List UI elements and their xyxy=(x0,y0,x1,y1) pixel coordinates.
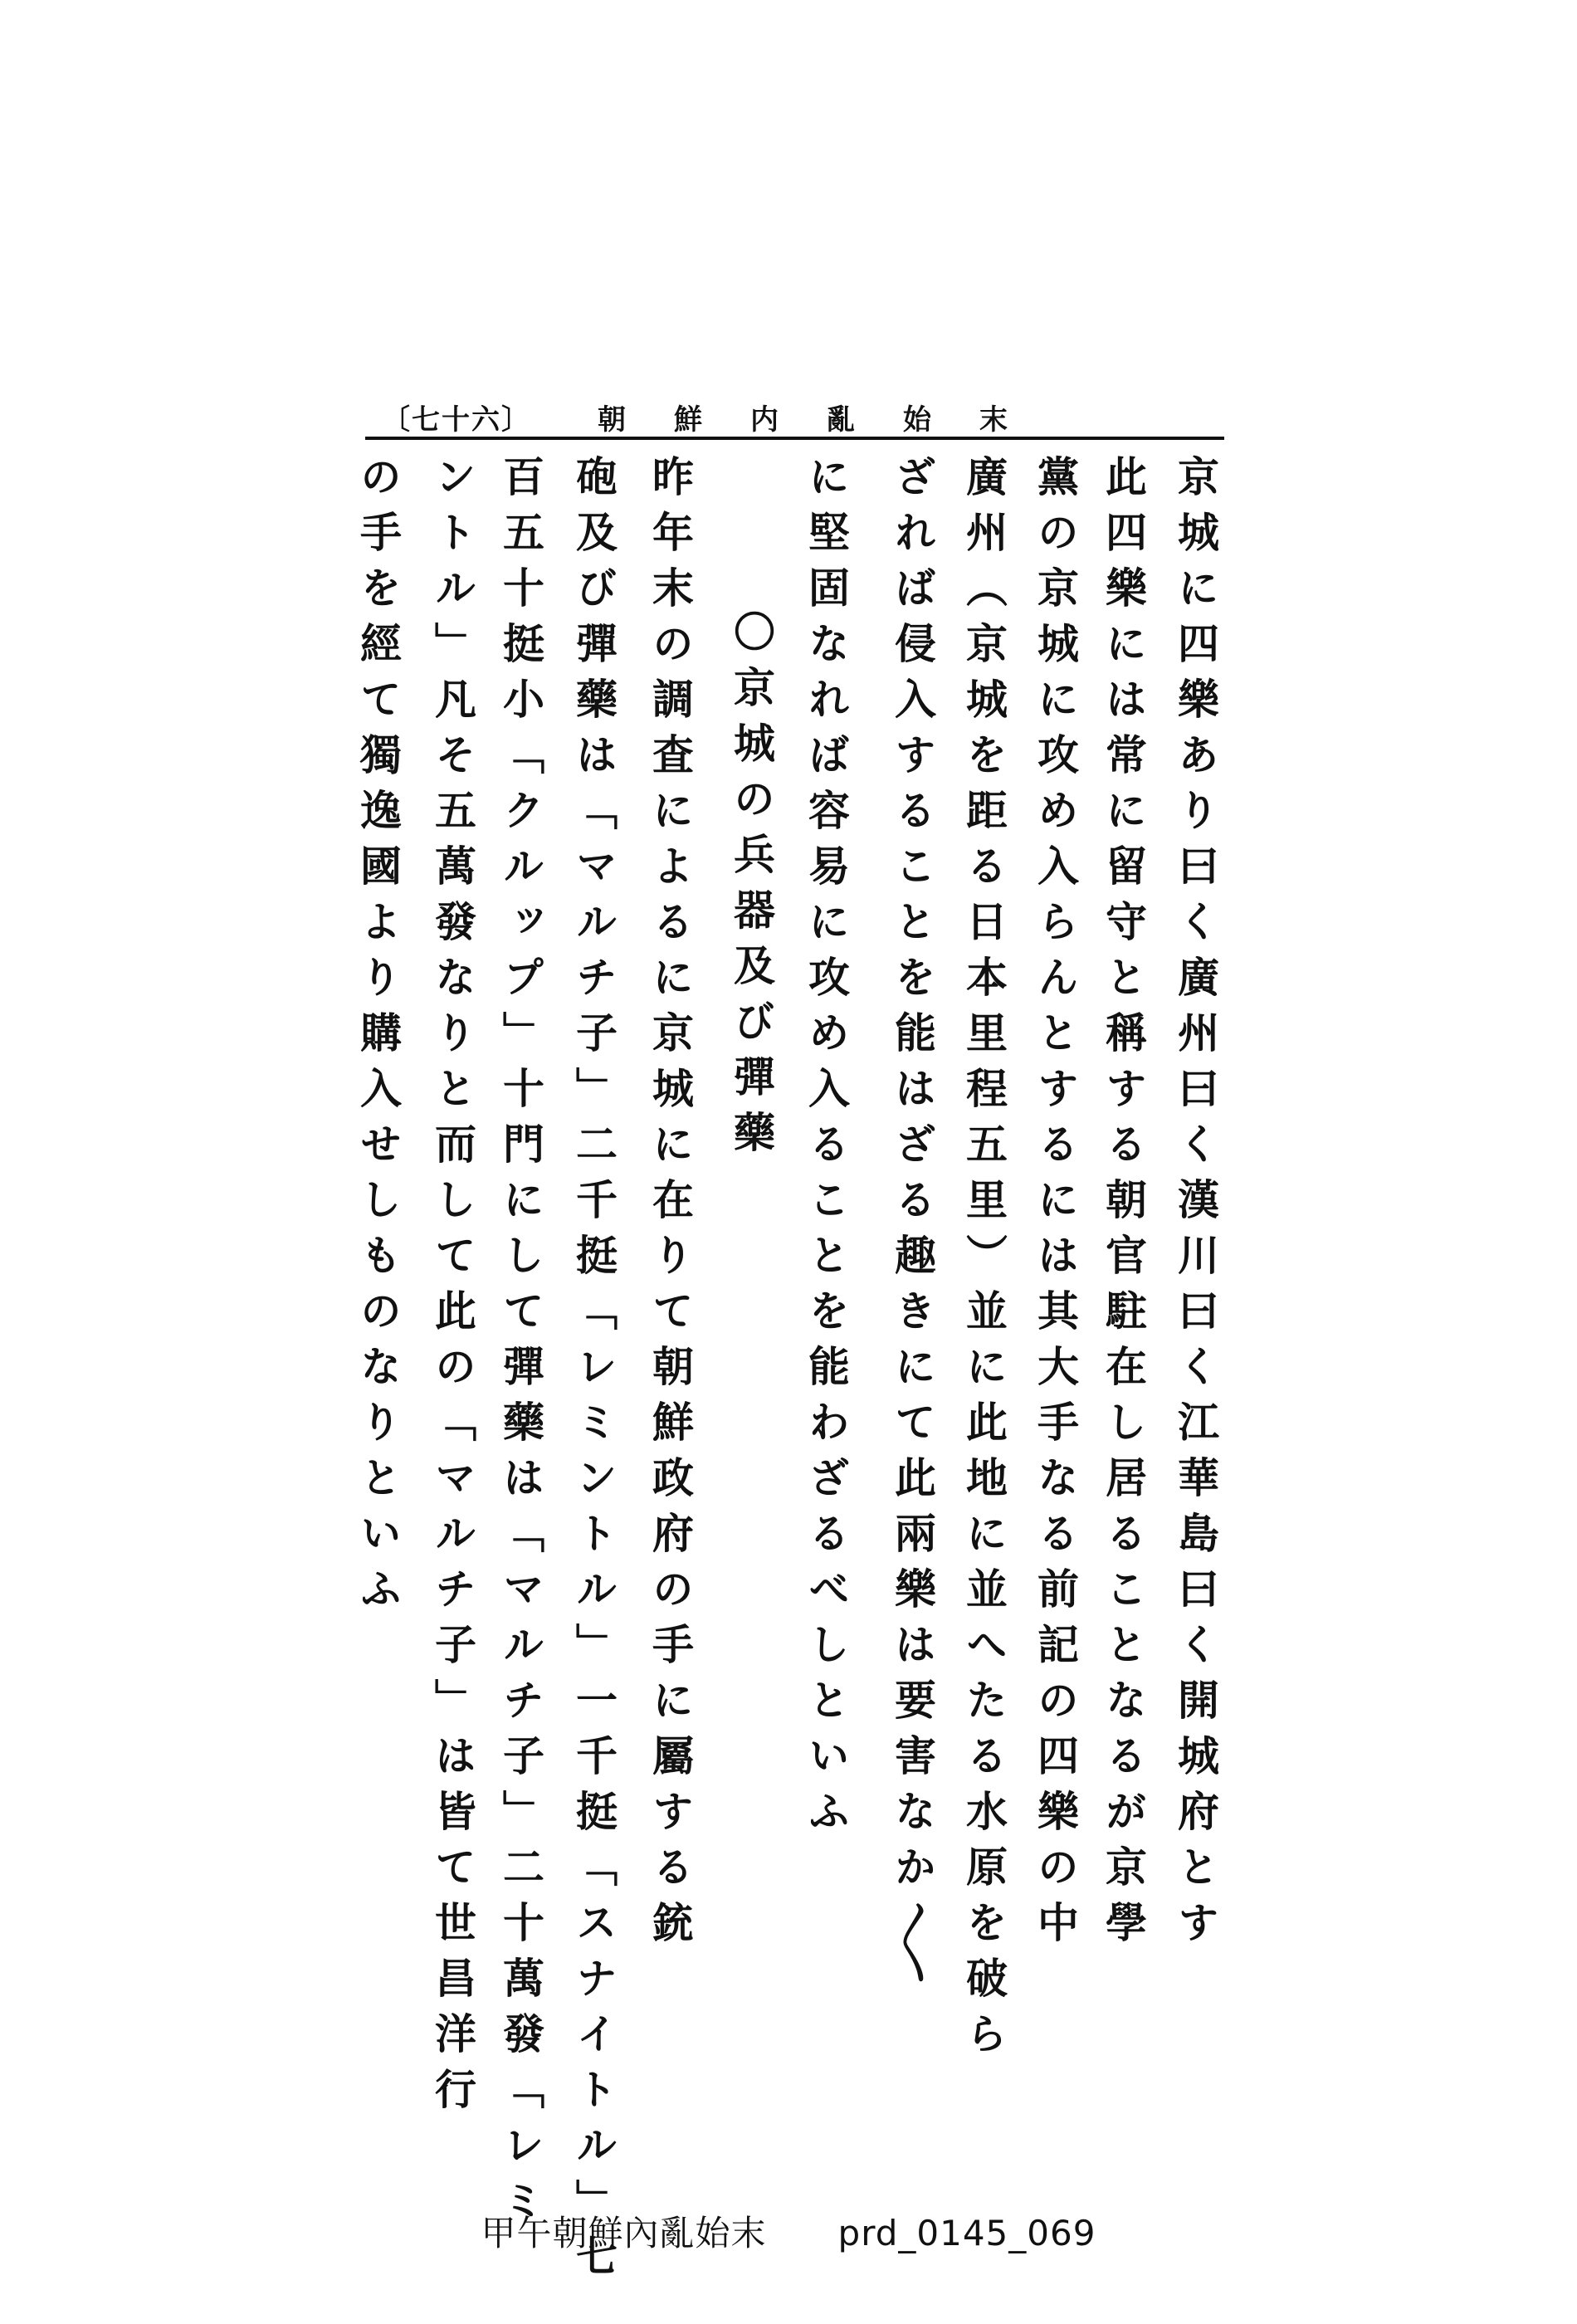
text-column-6: に堅固なれば容易に攻め入ることを能わざるべしといふ xyxy=(802,455,851,1845)
footer-caption: 甲午朝鮮內亂始末 prd_0145_069 xyxy=(481,2213,1096,2253)
header-rule xyxy=(365,437,1224,440)
text-column-7: 昨年末の調査によるに京城に在りて朝鮮政府の手に屬する銃 xyxy=(646,455,695,1956)
text-column-3: 黨の京城に攻め入らんとするには其大手なる前記の四樂の中 xyxy=(1031,455,1080,1956)
text-column-11: の手を經て獨逸國より購入せしものなりといふ xyxy=(354,455,403,1623)
text-column-8: 砲及び彈藥は「マルチ子」二千挺「レミントル」一千挺「スナイトル」七 xyxy=(569,455,618,2290)
text-column-2: 此四樂には常に留守と稱する朝官駐在し居ることなるが京學 xyxy=(1099,455,1148,1956)
text-column-9: 百五十挺小「クルップ」十門にして彈藥は「マルチ子」二十萬發「レミ xyxy=(496,455,545,2234)
text-column-5: ざれば侵入することを能はざる趣きにて此兩樂は要害なか〳〵 xyxy=(888,455,937,1998)
page-number: 〔七十六〕 xyxy=(382,403,531,437)
text-column-4: 廣州（京城を距る日本里程五里）並に此地に並へたる水原を破ら xyxy=(959,455,1008,2068)
text-column-1: 京城に四樂あり曰く廣州曰く漢川曰く江華島曰く開城府とす xyxy=(1171,455,1220,1956)
text-column-10: ントル」凡そ五萬發なりと而して此の「マルチ子」は皆て世昌洋行 xyxy=(428,455,477,2123)
running-title: 朝鮮内亂始末 xyxy=(598,403,1056,437)
section-heading: 〇京城の兵器及び彈藥 xyxy=(727,610,776,1166)
